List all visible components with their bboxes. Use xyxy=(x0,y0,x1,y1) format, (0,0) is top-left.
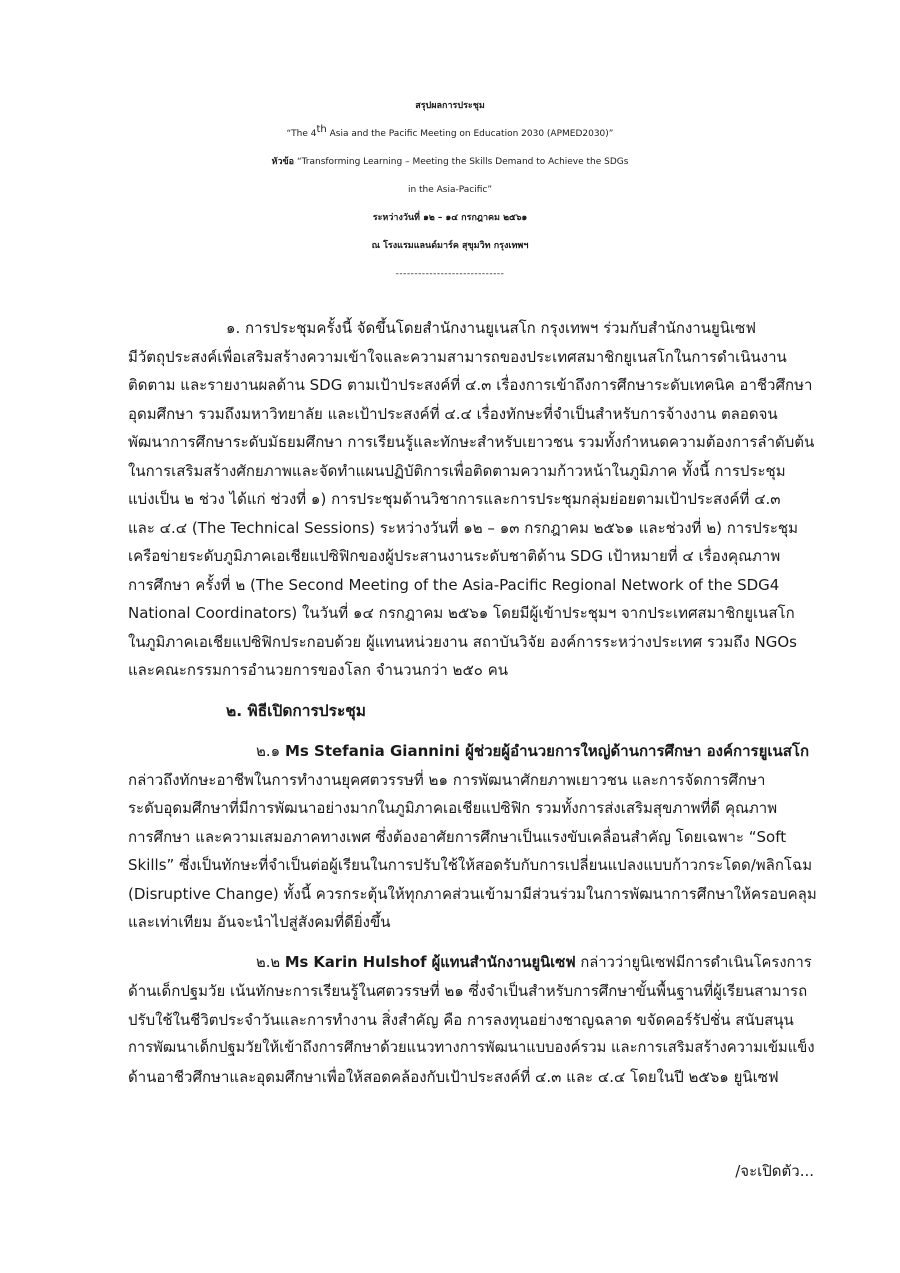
paragraph-line: การพัฒนาเด็กปฐมวัยให้เข้าถึงการศึกษาด้วยแนวทางการพัฒนาแบบองค์รวม และการเสริมสร้างความเข้มแข็ง xyxy=(128,1039,815,1056)
paragraph-line: ๑. การประชุมครั้งนี้ จัดขึ้นโดยสำนักงานยูเนสโก กรุงเทพฯ ร่วมกับสำนักงานยูนิเซฟ xyxy=(226,319,756,337)
item-number: ๒.๑ xyxy=(256,742,285,760)
meeting-name-pre: “The 4 xyxy=(286,129,317,139)
header-divider: ----------------------------- xyxy=(395,269,505,279)
paragraph-1 xyxy=(128,314,818,685)
document-header xyxy=(0,92,900,288)
paragraph-line: และเท่าเทียม อันจะนำไปสู่สังคมที่ดียิ่งขึ้น xyxy=(128,913,391,931)
speaker-name: Ms Karin Hulshof ผู้แทนสำนักงานยูนิเซฟ xyxy=(284,953,576,971)
meeting-name-post: Asia and the Pacific Meeting on Education 2030 (APMED2030)” xyxy=(326,129,614,139)
paragraph-line: ด้านเด็กปฐมวัย เน้นทักษะการเรียนรู้ในศตวรรษที่ ๒๑ ซึ่งจำเป็นสำหรับการศึกษาขั้นพื้นฐานที่ผู้เรียนสามารถ xyxy=(128,982,808,1000)
topic-label: หัวข้อ xyxy=(271,157,295,167)
paragraph-2-2 xyxy=(128,949,818,1092)
paragraph-line: National Coordinators) ในวันที่ ๑๔ กรกฎาคม ๒๕๖๑ โดยมีผู้เข้าประชุมฯ จากประเทศสมาชิกยูเนสโก xyxy=(128,604,795,622)
topic-line xyxy=(0,148,900,176)
paragraph-2-1 xyxy=(128,737,818,937)
paragraph-line: ปรับใช้ในชีวิตประจำวันและการทำงาน สิ่งสำคัญ คือ การลงทุนอย่างชาญฉลาด ขจัดคอร์รัปชั่น สนับสนุน xyxy=(128,1010,794,1029)
paragraph-line: ระดับอุดมศึกษาที่มีการพัฒนาอย่างมากในภูมิภาคเอเชียแปซิฟิก รวมทั้งการส่งเสริมสุขภาพที่ดี คุณภาพ xyxy=(128,799,778,817)
paragraph-line: พัฒนาการศึกษาระดับมัธยมศึกษา การเรียนรู้และทักษะสำหรับเยาวชน รวมทั้งกำหนดความต้องการลำดับต้น xyxy=(128,433,815,451)
meeting-venue: ณ โรงแรมแลนด์มาร์ค สุขุมวิท กรุงเทพฯ xyxy=(371,241,529,251)
topic-text: “Transforming Learning – Meeting the Skills Demand to Achieve the SDGs xyxy=(294,157,629,167)
report-title: สรุปผลการประชุม xyxy=(415,101,485,111)
section-heading-2: ๒. พิธีเปิดการประชุม xyxy=(226,701,367,720)
paragraph-line: แบ่งเป็น ๒ ช่วง ได้แก่ ช่วงที่ ๑) การประชุมด้านวิชาการและการประชุมกลุ่มย่อยตามเป้าประสงค์ที่ ๔.๓ xyxy=(128,490,781,508)
paragraph-line: Skills” ซึ่งเป็นทักษะที่จำเป็นต่อผู้เรียนในการปรับใช้ให้สอดรับกับการเปลี่ยนแปลงแบบก้าวกระโดด/พลิกโฉม xyxy=(128,856,813,874)
paragraph-line: มีวัตถุประสงค์เพื่อเสริมสร้างความเข้าใจและความสามารถของประเทศสมาชิกยูเนสโกในการดำเนินงาน xyxy=(128,347,787,366)
item-number: ๒.๒ xyxy=(256,953,285,971)
paragraph-line: การศึกษา ครั้งที่ ๒ (The Second Meeting of the Asia-Pacific Regional Network of the SDG4 xyxy=(128,575,780,594)
paragraph-line: และคณะกรรมการอำนวยการของโลก จำนวนกว่า ๒๕๐ คน xyxy=(128,661,509,679)
paragraph-line: และ ๔.๔ (The Technical Sessions) ระหว่างวันที่ ๑๒ – ๑๓ กรกฎาคม ๒๕๖๑ และช่วงที่ ๒) การประชุม xyxy=(128,518,798,537)
topic-line-2: in the Asia-Pacific” xyxy=(407,185,493,195)
paragraph-line: อุดมศึกษา รวมถึงมหาวิทยาลัย และเป้าประสงค์ที่ ๔.๔ เรื่องทักษะที่จำเป็นสำหรับการจ้างงาน ตลอดจน xyxy=(128,404,778,423)
document-body xyxy=(128,314,818,1091)
paragraph-first-line xyxy=(128,737,818,766)
paragraph-line: เครือข่ายระดับภูมิภาคเอเชียแปซิฟิกของผู้ประสานงานระดับชาติด้าน SDG เป้าหมายที่ ๔ เรื่องคุณภาพ xyxy=(128,547,781,565)
paragraph-line: ในภูมิภาคเอเชียแปซิฟิกประกอบด้วย ผู้แทนหน่วยงาน สถาบันวิจัย องค์การระหว่างประเทศ รวมถึง NGOs xyxy=(128,632,797,651)
paragraph-text: กล่าวว่ายูนิเซฟมีการดำเนินโครงการ xyxy=(575,953,812,971)
meeting-dates: ระหว่างวันที่ ๑๒ – ๑๔ กรกฎาคม ๒๕๖๑ xyxy=(372,213,528,223)
paragraph-line: ด้านอาชีวศึกษาและอุดมศึกษาเพื่อให้สอดคล้องกับเป้าประสงค์ที่ ๔.๓ และ ๔.๔ โดยในปี ๒๕๖๑ ยูนิเซฟ xyxy=(128,1067,779,1086)
paragraph-line: การศึกษา และความเสมอภาคทางเพศ ซึ่งต้องอาศัยการศึกษาเป็นแรงขับเคลื่อนสำคัญ โดยเฉพาะ “Soft xyxy=(128,827,787,846)
speaker-name: Ms Stefania Giannini ผู้ช่วยผู้อำนวยการใหญ่ด้านการศึกษา องค์การยูเนสโก xyxy=(284,742,810,760)
paragraph-line: ติดตาม และรายงานผลด้าน SDG ตามเป้าประสงค์ที่ ๔.๓ เรื่องการเข้าถึงการศึกษาระดับเทคนิค อาชีวศึกษา xyxy=(128,376,813,394)
meeting-name-sup: th xyxy=(316,124,327,135)
paragraph-line: กล่าวถึงทักษะอาชีพในการทำงานยุคศตวรรษที่ ๒๑ การพัฒนาศักยภาพเยาวชน และการจัดการศึกษา xyxy=(128,770,766,789)
paragraph-line: ในการเสริมสร้างศักยภาพและจัดทำแผนปฏิบัติการเพื่อติดตามความก้าวหน้าในภูมิภาค ทั้งนี้ การประชุม xyxy=(128,461,786,480)
paragraph-line: (Disruptive Change) ทั้งนี้ ควรกระตุ้นให้ทุกภาคส่วนเข้ามามีส่วนร่วมในการพัฒนาการศึกษาให้ครอบคลุม xyxy=(128,884,817,903)
meeting-name xyxy=(0,120,900,148)
paragraph-first-line xyxy=(128,949,818,978)
page-continuation: /จะเปิดตัว... xyxy=(735,1162,814,1180)
